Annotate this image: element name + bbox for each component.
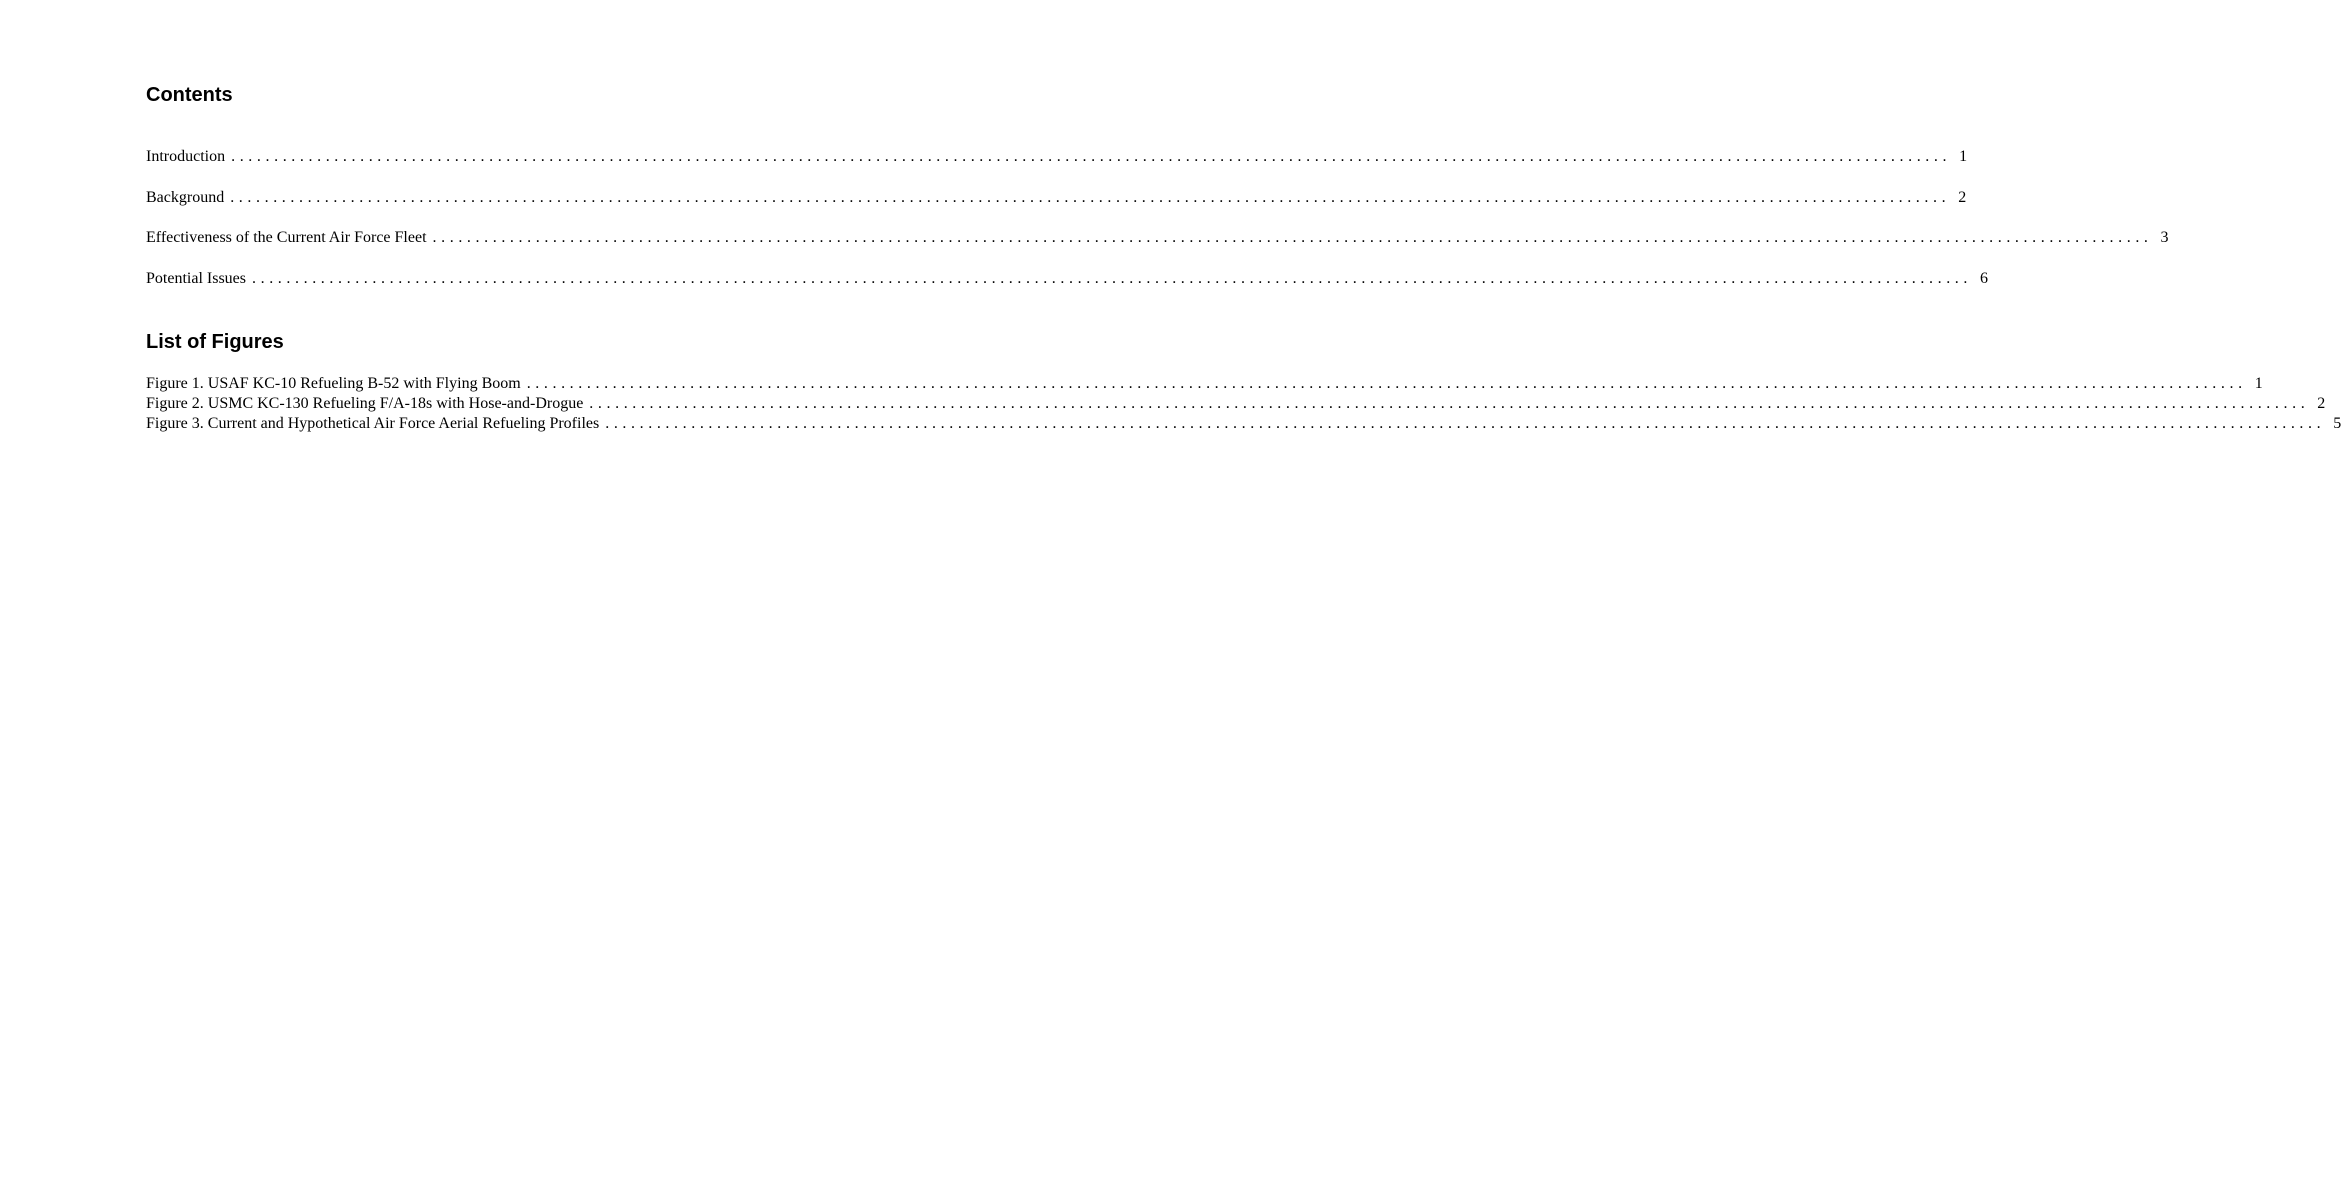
contents-heading: Contents <box>146 84 233 106</box>
dot-leader: ........................................................................................................................................................................................................ <box>231 148 1952 165</box>
dot-leader: ........................................................................................................................................................................................................ <box>605 415 2326 432</box>
figure-entry-page: 1 <box>2254 375 2263 392</box>
figure-entry-1[interactable] <box>146 374 2263 394</box>
toc-entry-title: Background <box>146 189 225 206</box>
figure-entry-2[interactable] <box>146 394 2326 414</box>
figure-entry-title: Figure 3. Current and Hypothetical Air Force Aerial Refueling Profiles <box>146 415 600 432</box>
toc-entry-page: 1 <box>1959 148 1968 165</box>
figure-entry-3[interactable] <box>146 414 2341 434</box>
toc-entry-page: 3 <box>2160 229 2169 246</box>
figure-entry-title: Figure 1. USAF KC-10 Refueling B-52 with Flying Boom <box>146 375 521 392</box>
toc-entry-title: Potential Issues <box>146 270 246 287</box>
dot-leader: ........................................................................................................................................................................................................ <box>432 229 2153 246</box>
toc-entry-title: Introduction <box>146 148 226 165</box>
dot-leader: ........................................................................................................................................................................................................ <box>230 189 1951 206</box>
dot-leader: ........................................................................................................................................................................................................ <box>526 375 2247 392</box>
toc-entry-page: 2 <box>1958 189 1967 206</box>
toc-entry-effectiveness[interactable] <box>146 228 2169 248</box>
toc-entry-potential-issues[interactable] <box>146 269 1988 289</box>
figures-heading: List of Figures <box>146 331 284 353</box>
toc-entry-page: 6 <box>1980 270 1988 287</box>
dot-leader: ........................................................................................................................................................................................................ <box>589 395 2310 412</box>
dot-leader: ........................................................................................................................................................................................................ <box>252 270 1972 287</box>
figure-entry-page: 2 <box>2317 395 2326 412</box>
toc-entry-introduction[interactable] <box>146 147 1968 167</box>
toc-entry-title: Effectiveness of the Current Air Force Fleet <box>146 229 427 246</box>
figure-entry-page: 5 <box>2333 415 2341 432</box>
figure-entry-title: Figure 2. USMC KC-130 Refueling F/A-18s with Hose-and-Drogue <box>146 395 584 412</box>
toc-entry-background[interactable] <box>146 188 1967 208</box>
